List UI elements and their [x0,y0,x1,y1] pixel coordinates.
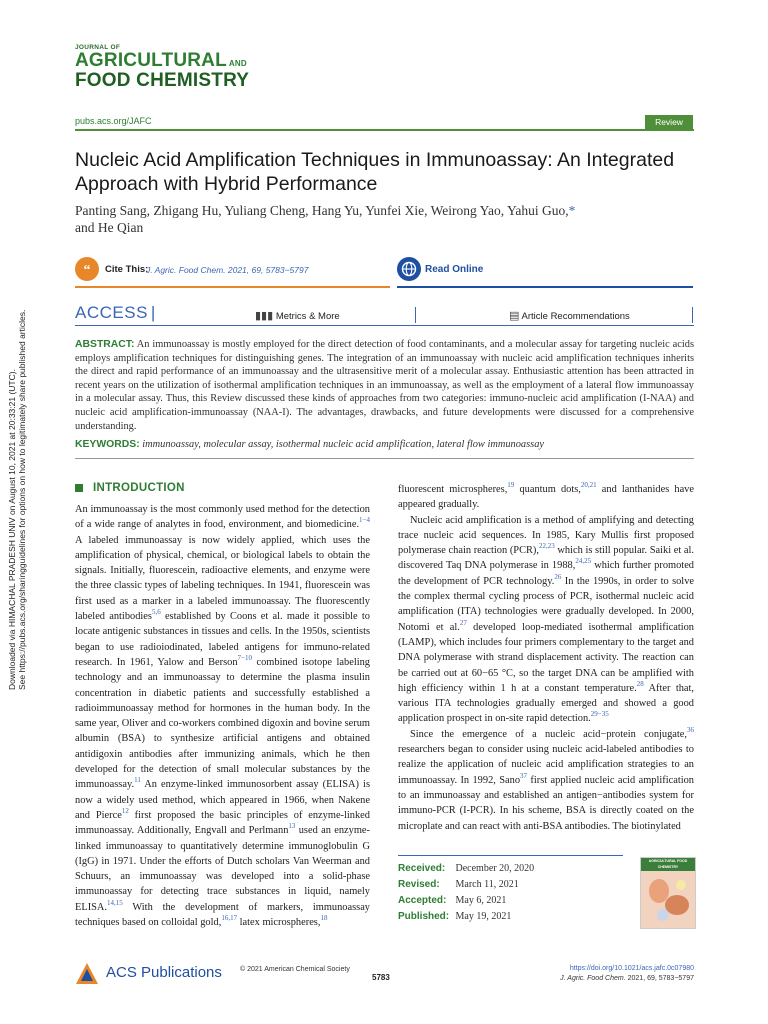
reference-link[interactable]: 1−4 [359,516,370,525]
reference-link[interactable]: 37 [520,771,528,780]
acs-logo-icon[interactable] [75,962,99,986]
doi-link[interactable]: https://doi.org/10.1021/acs.jafc.0c07980 [569,965,694,972]
dates-divider [398,855,623,856]
page-number: 5783 [372,973,390,982]
keywords [75,438,694,451]
cite-this-label: Cite This: [105,264,149,275]
citation-link[interactable]: J. Agric. Food Chem. 2021, 69, 5783−5797 [146,265,309,275]
journal-cover-thumbnail[interactable] [640,857,696,929]
reference-link[interactable]: 22,23 [539,542,555,551]
article-title: Nucleic Acid Amplification Techniques in Immunoassay: An Integrated Approach with Hybrid Performance [75,149,675,195]
reference-link[interactable]: 16,17 [221,914,238,923]
access-divider [75,325,694,326]
reference-link[interactable]: 7−10 [237,653,252,662]
access-separator [415,307,416,323]
reference-link[interactable]: 28 [636,679,644,688]
journal-logo-and: AND [228,59,247,68]
publisher-name[interactable]: ACS Publications [106,964,222,981]
abstract-heading: ABSTRACT: [75,339,135,350]
read-online-divider [397,286,693,288]
reference-link[interactable]: 18 [320,914,328,923]
reference-link[interactable]: 12 [121,806,129,815]
reference-link[interactable]: 5,6 [151,608,161,617]
journal-logo-small: JOURNAL OF [75,44,121,51]
abstract [75,338,694,433]
reference-link[interactable]: 20,21 [580,481,597,489]
intro-left-column [75,502,370,930]
date-row: Accepted: May 6, 2021 [398,895,507,906]
authors-last: and He Qian [75,220,144,235]
journal-logo-agricultural: AGRICULTURAL [75,50,227,71]
abstract-body: An immunoassay is mostly employed for the direct detection of food contaminants, and a molecular assay for targeting nucleic acids employs amplification techniques for distinguishing genes. The integration of an immunoassay with nucleic acid amplification techniques inherits the direct and rapid performance of an immunoassay and the ultrasensitive merit of a molecular assay. Enthusiastic attention has been attracted in recent years on the utilization of isothermal amplification techniques in an immunoassay, as well as the employment of a lateral flow immunoassay in a molecular assay. Thus, this Review discussed these kinds of approaches from two categories: immuno-nucleic acid amplification (I-NAA) and nucleic acid amplification-immunoassay (NAA-I). The advantages, drawbacks, and future developments were discussed for a comprehensive understanding. [75,339,694,432]
article-type-badge: Review [645,115,693,129]
abstract-divider [75,458,694,459]
publication-dates [398,861,534,925]
journal-reference: J. Agric. Food Chem. 2021, 69, 5783−5797 [560,975,694,982]
keywords-body: immunoassay, molecular assay, isothermal nucleic acid amplification, lateral flow immunoassay [142,439,545,450]
copyright: © 2021 American Chemical Society [240,966,350,973]
paragraph: An immunoassay is the most commonly used method for the detection of a wide range of analytes in food, environment, and biomedicine.$^{1-4}$ A labeled immunoassay is now widely applied, which uses the amplification of physical, chemical, or biological labels to obtain the signals. Initially, fluorescein, radioactive elements, and enzyme were the three classic types of labeling techniques. In 1941, fluorescein was first used as a marker in a labeled immunoassay. The fluorescently labeled antibodies$^{5,6}$ established by Coons et al. made it possible to locate antigenic substances in tissues and cells. In the 1950s, scientists began to use radioiodinated, labeled antigens for immuno-related research. In 1961, Yalow and Berson$^{7-10}$ combined isotope labeling technology and an immunoassay to determine the plasma insulin concentration in diabetic patients and successfully established a radioimmunoassay method for hormones in the human body. In the same year, Oliver and co-workers combined digoxin and bovine serum albumin (BSA) to synthesize artificial antigens and obtained antidigoxin antibodies after immunizing animals, which he then developed for the detection of small molecular substances by the immunoassay.$^{11}$ An enzyme-linked immunosorbent assay (ELISA) is now a widely used method, which appeared in 1966, when Nakene and Pierce$^{12}$ first proposed the basic principles of enzyme-linked immunoassay. Additionally, Engvall and Perlmann$^{13}$ used an enzyme-linked immunoassay to quantitatively determine immunoglobulin G (IgG) in 1971. Under the efforts of Dutch scholars Van Weerman and Schuurs, an immunoassay was developed into a solid-phase immunoassay for detecting trace substances in liquid, namely ELISA.$^{14,15}$ With the development of markers, immunoassay techniques based on colloidal gold,$^{16,17}$ latex microspheres,$^{18}$ [75,504,370,929]
access-label: ACCESS | [75,303,156,322]
globe-icon[interactable] [397,257,421,281]
access-separator-end [692,307,693,323]
quote-icon[interactable] [75,257,99,281]
author-list [75,202,695,236]
reference-link[interactable]: 19 [507,481,515,489]
metrics-button[interactable]: ▮▮▮ Metrics & More [255,310,340,322]
date-row: Received: December 20, 2020 [398,863,535,874]
cover-title: AGRICULTURAL FOOD CHEMISTRY [641,858,695,871]
document-icon: ▤ [509,310,520,322]
reference-link[interactable]: 29−35 [590,710,609,719]
paragraph: Nucleic acid amplification is a method of amplifying and detecting trace nucleic acid sequences. In 1985, Kary Mullis first proposed polymerase chain reaction (PCR),$^{22,23}$ which is still popular. Saiki et al. discovered Taq DNA polymerase in 1988,$^{24,25}$ which further promoted the development of PCR technology.$^{26}$ In the 1990s, in order to solve the complex thermal cycling process of PCR, isothermal nucleic acid amplification (ITA) technologies were gradually developed. In 2000, Notomi et al.$^{27}$ developed loop-mediated isothermal amplification (LAMP), which includes four primers complementary to the target and DNA polymerase with strand displacement activity. The reaction can be carried out at 60−65 °C, so the target DNA can be amplified with high efficiency within 1 h at a constant temperature.$^{28}$ After that, various ITA technologies gradually emerged and showed a good application prospect in on-site rapid detection.$^{29-35}$ [398,514,695,725]
paragraph: Since the emergence of a nucleic acid−protein conjugate,$^{36}$ researchers began to consider using nucleic acid-labeled antibodies to realize the application of nucleic acid amplification strategies to an immunoassay. In 1992, Sano$^{37}$ first applied nucleic acid amplification to an immunoassay and established an antigen−antibodies system for immuno-PCR (I-PCR). In his scheme, BSA is directly coated on the microplate and can react with anti-BSA antibodies. The biotinylated [398,725,694,832]
date-row: Revised: March 11, 2021 [398,879,519,890]
section-marker [75,484,83,492]
cover-art [641,871,695,928]
recommendations-button[interactable]: ▤ Article Recommendations [509,310,630,322]
authors-text: Panting Sang, Zhigang Hu, Yuliang Cheng, Hang Yu, Yunfei Xie, Weirong Yao, Yahui Guo, [75,203,569,218]
svg-text:“: “ [83,263,91,278]
read-online-link[interactable]: Read Online [425,264,484,275]
journal-logo-line2: FOOD CHEMISTRY [75,70,250,91]
cite-divider [75,286,390,288]
bar-chart-icon: ▮▮▮ [255,310,274,322]
date-row: Published: May 19, 2021 [398,911,512,922]
header-divider [75,129,694,131]
reference-link[interactable]: 11 [134,776,141,785]
reference-link[interactable]: 26 [554,572,562,581]
reference-link[interactable]: 27 [459,618,467,627]
intro-right-column [398,482,694,834]
reference-link[interactable]: 13 [288,822,296,831]
section-heading: INTRODUCTION [93,482,185,494]
reference-link[interactable]: 24,25 [575,557,592,566]
reference-link[interactable]: 14,15 [107,898,123,907]
sharing-note: See https://pubs.acs.org/sharingguidelines for options on how to legitimately share published articles. [17,309,27,690]
paragraph: fluorescent microspheres,$^{19}$ quantum dots,$^{20,21}$ and lanthanides have appeared gradually. [398,481,694,511]
reference-link[interactable]: 36 [687,725,694,734]
download-note: Downloaded via HIMACHAL PRADESH UNIV on August 10, 2021 at 20:33:21 (UTC). [7,369,17,690]
journal-url-link[interactable]: pubs.acs.org/JAFC [75,116,152,126]
corresponding-author-link[interactable]: * [568,203,576,218]
keywords-heading: KEYWORDS: [75,439,140,450]
